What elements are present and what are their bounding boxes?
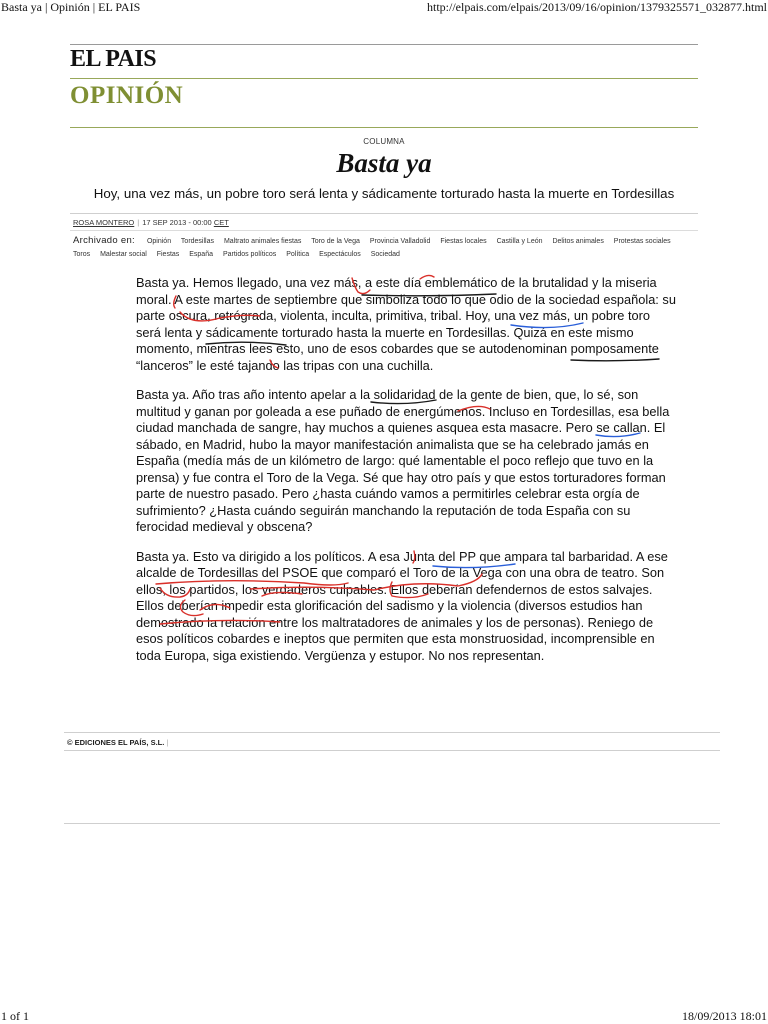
- archived-tags: [73, 235, 693, 261]
- print-timestamp: 18/09/2013 18:01: [681, 1009, 767, 1023]
- byline: ROSA MONTERO | 17 SEP 2013 - 00:00 CET: [73, 218, 229, 227]
- print-page-title: Basta ya | Opinión | EL PAIS: [1, 0, 141, 14]
- archived-tag[interactable]: Fiestas locales: [440, 238, 487, 245]
- author-link[interactable]: ROSA MONTERO: [73, 218, 135, 227]
- article-body: [136, 275, 676, 677]
- article-paragraph: Basta ya. Esto va dirigido a los políticos. A esa Junta del PP que ampara tal barbaridad. A ese alcalde de Tordesillas del PSOE que comparó el Toro de la Vega con una obra de teatro. Son ellos, los partidos, los verdaderos culpables. Ellos deberían defendernos de estos salvajes. Ellos deberían impedir esta glorificación del sadismo y la violencia (diversos estudios han demostrado la relación entre los maltratadores de animales y los de personas). Reniego de esos políticos cobardes e ineptos que permiten que esta monstruosidad, incomprensible en toda Europa, siga existiendo. Vergüenza y estupor. No nos representan.: [136, 548, 668, 663]
- page-count: 1 of 1: [1, 1009, 29, 1023]
- print-header: [0, 0, 768, 16]
- byline-divider: [70, 230, 698, 231]
- article-paragraph: Basta ya. Hemos llegado, una vez más, a este día emblemático de la brutalidad y la miseria moral. A este martes de septiembre que simboliza todo lo que odio de la sociedad española: su parte oscura, retrógrada, violenta, inculta, primitiva, tribal. Hoy, una vez más, un pobre toro será lenta y sádicamente torturado hasta la muerte en Tordesillas. Quizá en este mismo momento, mientras lees esto, uno de esos cobardes que se autodenominan pomposamente “lanceros” le esté tajando las tripas con una cuchilla.: [136, 275, 676, 373]
- site-logo[interactable]: EL PAIS: [70, 46, 157, 72]
- archived-tag[interactable]: Provincia Valladolid: [369, 238, 431, 245]
- archived-tag[interactable]: España: [189, 250, 213, 258]
- archived-tag[interactable]: Política: [286, 250, 310, 258]
- copyright-bar: [64, 732, 720, 751]
- article-kicker: COLUMNA: [363, 137, 405, 146]
- article-subheadline: Hoy, una vez más, un pobre toro será lenta y sádicamente torturado hasta la muerte en Tordesillas: [93, 186, 675, 201]
- archived-tag[interactable]: Fiestas: [156, 250, 180, 258]
- article-headline: Basta ya: [336, 148, 432, 178]
- archived-label: Archivado en:: [73, 235, 135, 246]
- print-footer: [0, 1009, 768, 1024]
- article-paragraph: Basta ya. Año tras año intento apelar a la solidaridad de la gente de bien, que, lo sé, son multitud y ganan por goleada a ese puñado de energúmenos. Incluso en Tordesillas, esa bella ciudad manchada de sangre, hay muchos a quienes asquea esta masacre. Pero se callan. El sábado, en Madrid, hubo la mayor manifestación animalista que se ha celebrado jamás en España (medía más de un kilómetro de largo: qué lamentable el poco reflejo que tuvo en la prensa) y fue contra el Toro de la Vega. Sé que hay otro país y que estos torturadores forman parte de nuestro pasado. Pero ¿hasta cuándo vamos a permitirles celebrar esta orgía de sufrimiento? ¿Hasta cuándo seguirán manchando la reputación de toda España con su ferocidad medieval y obscena?: [136, 387, 670, 534]
- archived-tag[interactable]: Espectáculos: [319, 250, 361, 258]
- archived-tag[interactable]: Malestar social: [100, 250, 147, 258]
- archived-tag[interactable]: Maltrato animales fiestas: [223, 238, 302, 245]
- archived-tag[interactable]: Tordesillas: [180, 238, 214, 245]
- byline-box: [70, 213, 698, 259]
- archived-tag[interactable]: Protestas sociales: [613, 238, 671, 245]
- archived-tag[interactable]: Toro de la Vega: [311, 238, 360, 245]
- archived-tag[interactable]: Sociedad: [370, 250, 400, 258]
- section-title[interactable]: OPINIÓN: [70, 82, 184, 109]
- archived-tag[interactable]: Partidos políticos: [222, 250, 277, 258]
- archived-tag[interactable]: Castilla y León: [496, 238, 543, 245]
- timezone-link[interactable]: CET: [213, 218, 229, 227]
- masthead-divider: [70, 78, 698, 79]
- archived-tag[interactable]: Opinión: [146, 238, 172, 245]
- archived-tag[interactable]: Toros: [73, 250, 91, 258]
- masthead-top-rule: [70, 44, 698, 45]
- archived-tag[interactable]: Delitos animales: [552, 238, 604, 245]
- publish-date: 17 SEP 2013 - 00:00: [142, 218, 212, 227]
- footer-divider: [64, 823, 720, 824]
- section-bottom-rule: [70, 127, 698, 128]
- print-page-url[interactable]: http://elpais.com/elpais/2013/09/16/opinion/1379325571_032877.html: [427, 0, 767, 14]
- copyright-text: © EDICIONES EL PAÍS, S.L. |: [67, 738, 169, 747]
